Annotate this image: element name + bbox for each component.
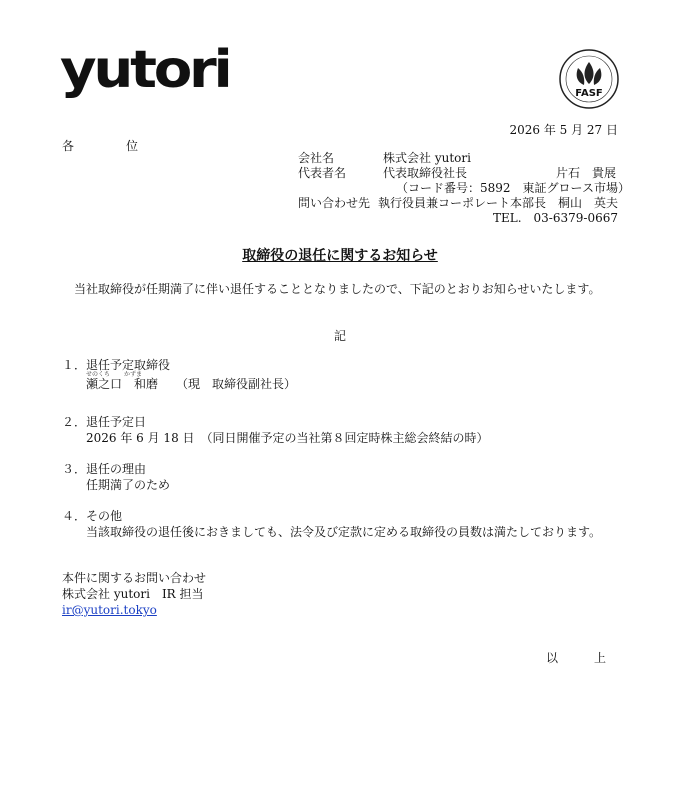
section-3 <box>62 461 170 493</box>
company-row <box>298 151 618 166</box>
sender-block <box>298 151 630 226</box>
release-date: 2026 年 5 月 27 日 <box>509 123 618 137</box>
section-body: 当該取締役の退任後におきましても、法令及び定款に定める取締役の員数は満たしております。 <box>86 525 602 539</box>
yutori-logo: yutori <box>60 40 230 100</box>
rep-title: 代表取締役社長 <box>383 166 468 180</box>
company-value: 株式会社 yutori <box>383 151 471 165</box>
contact-heading: 本件に関するお問い合わせ <box>62 571 207 585</box>
ruby-seno: せのくち <box>86 371 111 378</box>
company-label: 会社名 <box>298 151 335 165</box>
inquiry-label: 問い合わせ先 <box>298 196 371 210</box>
section-4 <box>62 508 601 540</box>
ruby-kazuma: かずま <box>124 371 143 378</box>
representative-row <box>298 166 618 181</box>
tel-number: TEL. 03-6379-0667 <box>492 211 618 225</box>
contact-dept: 株式会社 yutori IR 担当 <box>62 587 204 601</box>
intro-text: 当社取締役が任期満了に伴い退任することとなりましたので、下記のとおりお知らせいたします。 <box>74 282 601 296</box>
fasf-logo <box>558 48 620 110</box>
ki-mark: 記 <box>333 329 346 343</box>
tel-row <box>298 211 618 226</box>
inquiry-value: 執行役員兼コーポレート本部長 桐山 英夫 <box>377 196 618 210</box>
contact-block <box>62 570 206 618</box>
rep-name: 片石 貴展 <box>555 166 616 180</box>
section-body: 2026 年 6 月 18 日 （同日開催予定の当社第８回定時株主総会終結の時） <box>86 431 489 445</box>
section-heading: ３．退任の理由 <box>62 462 147 476</box>
code-row <box>298 181 630 196</box>
section-body: 任期満了のため <box>86 478 171 492</box>
rep-label: 代表者名 <box>298 166 347 180</box>
inquiry-row <box>298 196 618 211</box>
closing-mark: 以 上 <box>545 651 618 665</box>
section-heading: ２．退任予定日 <box>62 415 147 429</box>
document-title: 取締役の退任に関するお知らせ <box>242 248 438 264</box>
section-body: 瀬之口 和磨 （現 取締役副社長） <box>86 377 297 391</box>
stock-code: （コード番号：5892 東証グロース市場） <box>396 181 630 195</box>
svg-text:FASF: FASF <box>575 88 603 99</box>
addressee: 各 位 <box>62 139 159 153</box>
section-heading: １．退任予定取締役 <box>62 358 171 372</box>
section-1 <box>62 357 296 392</box>
contact-email-link[interactable]: ir@yutori.tokyo <box>62 603 157 617</box>
section-heading: ４．その他 <box>62 509 123 523</box>
section-2 <box>62 414 489 446</box>
